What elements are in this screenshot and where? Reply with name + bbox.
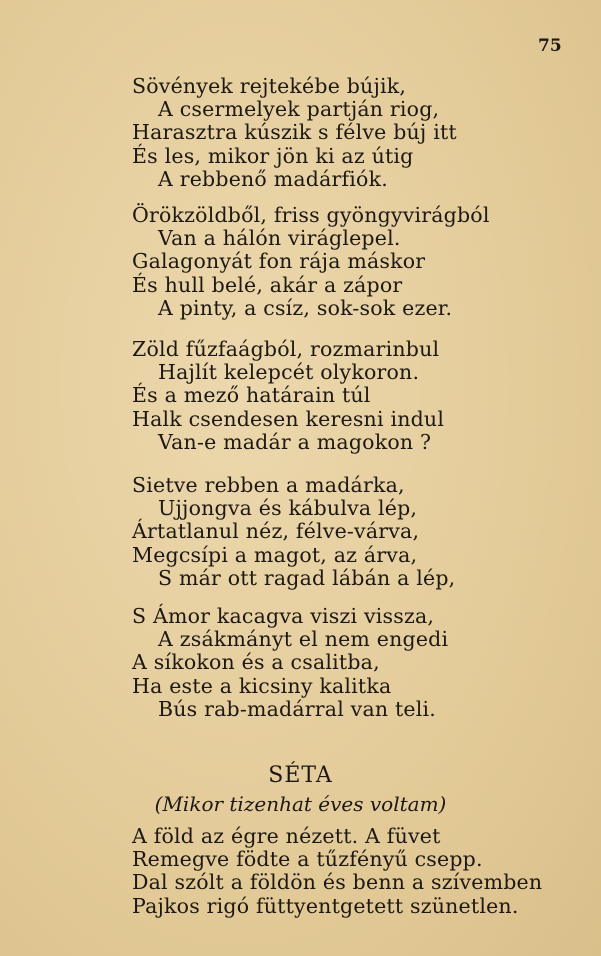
poem-line: Ha este a kicsiny kalitka — [132, 673, 392, 698]
stanza-1 — [132, 75, 457, 191]
poem-line: A rebbenő madárfiók. — [158, 166, 388, 191]
poem-line: Remegve födte a tűzfényű csepp. — [132, 847, 483, 872]
poem-line: És hull belé, akár a zápor — [132, 272, 403, 297]
poem-line: Hajlít kelepcét olykoron. — [158, 360, 420, 385]
poem-line: Halk csendesen keresni indul — [132, 406, 445, 431]
poem-line: Galagonyát fon rája máskor — [132, 249, 426, 274]
poem-line: Van-e madár a magokon ? — [158, 429, 432, 454]
poem-line: Megcsípi a magot, az árva, — [132, 542, 418, 567]
poem-line: S már ott ragad lábán a lép, — [158, 565, 456, 590]
poem-line: Dal szólt a földön és benn a szívemben — [132, 870, 543, 895]
poem-line: Pajkos rigó füttyentgetett szünetlen. — [132, 893, 519, 918]
poem-line: Bús rab-madárral van teli. — [158, 696, 436, 721]
page-number: 75 — [538, 36, 562, 56]
stanza-5 — [132, 605, 448, 721]
poem-line: A pinty, a csíz, sok-sok ezer. — [158, 295, 453, 320]
stanza-2 — [132, 204, 490, 320]
stanza-poem2 — [132, 825, 542, 918]
poem-line: A síkokon és a csalitba, — [132, 650, 380, 675]
poem-line: Ujjongva és kábulva lép, — [158, 496, 418, 521]
poem-line: Zöld fűzfaágból, rozmarinbul — [132, 337, 440, 361]
poem-line: A zsákmányt el nem engedi — [158, 627, 449, 652]
poem-line: A föld az égre nézett. A füvet — [132, 824, 441, 848]
poem-line: Örökzöldből, friss gyöngyvirágból — [132, 203, 490, 227]
poem-line: És a mező határain túl — [132, 383, 371, 408]
poem-line: Van a hálón viráglepel. — [158, 226, 401, 251]
stanza-3 — [132, 338, 444, 454]
poem-line: S Ámor kacagva viszi vissza, — [132, 604, 435, 628]
poem-title: SÉTA — [268, 763, 333, 788]
poem-line: Sietve rebben a madárka, — [132, 473, 405, 497]
poem-line: Sövények rejtekébe bújik, — [132, 74, 407, 98]
poem-line: Ártatlanul néz, félve-várva, — [132, 519, 420, 544]
poem-line: És les, mikor jön ki az útig — [132, 143, 414, 168]
poem-subtitle: (Mikor tizenhat éves voltam) — [154, 792, 447, 816]
stanza-4 — [132, 474, 455, 590]
poem-line: A csermelyek partján riog, — [158, 97, 440, 122]
poem-line: Harasztra kúszik s félve búj itt — [132, 120, 457, 145]
